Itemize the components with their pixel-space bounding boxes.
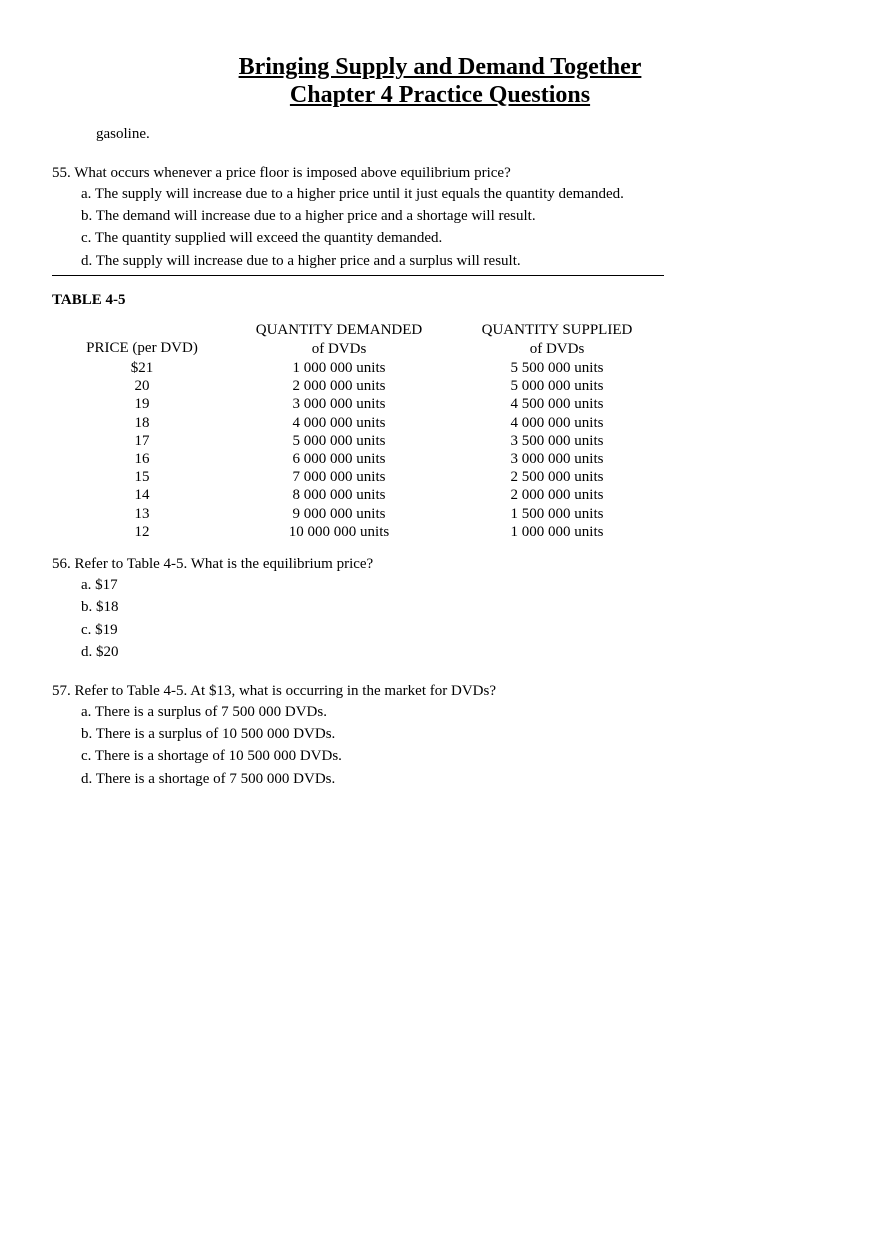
page-subtitle: Chapter 4 Practice Questions [289,82,591,108]
table-cell-demand: 9 000 000 units [292,505,386,522]
table-header-demand: QUANTITY DEMANDED [255,322,423,338]
table-header-price: PRICE (per DVD) [86,340,198,356]
table-cell-demand: 8 000 000 units [292,487,386,504]
table-cell-price: 17 [134,432,150,449]
table-cell-supply: 1 000 000 units [510,523,604,540]
table-header-supply-sub: of DVDs [529,341,585,357]
table-cell-supply: 4 000 000 units [510,414,604,431]
table-label: TABLE 4-5 [52,292,126,308]
question-56-option-d: d. $20 [81,644,119,660]
question-57: 57. Refer to Table 4-5. At $13, what is occurring in the market for DVDs? [52,683,496,699]
table-cell-price: 12 [134,523,150,540]
table-cell-supply: 5 500 000 units [510,360,604,376]
question-57-option-c: c. There is a shortage of 10 500 000 DVDs. [81,748,342,764]
question-57-option-a: a. There is a surplus of 7 500 000 DVDs. [81,704,327,720]
table-cell-demand: 7 000 000 units [292,469,386,486]
page-title: Bringing Supply and Demand Together [238,54,642,80]
question-56-option-b: b. $18 [81,599,119,615]
table-header-supply: QUANTITY SUPPLIED [481,322,633,338]
question-55: 55. What occurs whenever a price floor is imposed above equilibrium price? [52,165,511,181]
question-56-option-a: a. $17 [81,577,118,593]
table-cell-supply: 3 500 000 units [510,432,604,449]
table-cell-demand: 6 000 000 units [292,451,386,467]
table-cell-price: 20 [134,378,150,395]
table-cell-price: $21 [130,360,154,376]
table-cell-demand: 3 000 000 units [292,396,386,413]
table-cell-supply: 4 500 000 units [510,396,604,413]
question-56: 56. Refer to Table 4-5. What is the equilibrium price? [52,556,374,572]
table-cell-demand: 4 000 000 units [292,414,386,431]
question-57-option-d: d. There is a shortage of 7 500 000 DVDs. [81,771,336,787]
question-55-option-d: d. The supply will increase due to a higher price and a surplus will result. [81,253,521,269]
continuation-text: gasoline. [96,126,150,142]
table-header-demand-sub: of DVDs [311,341,367,357]
table-cell-price: 19 [134,396,150,413]
table-cell-demand: 5 000 000 units [292,432,386,449]
table-cell-supply: 2 000 000 units [510,487,604,504]
question-57-option-b: b. There is a surplus of 10 500 000 DVDs. [81,726,336,742]
question-55-option-b: b. The demand will increase due to a higher price and a shortage will result. [81,208,536,224]
question-55-option-a: a. The supply will increase due to a higher price until it just equals the quantity demanded. [81,186,624,202]
table-cell-demand: 10 000 000 units [288,523,390,540]
table-cell-price: 16 [134,451,150,467]
table-cell-price: 14 [134,487,150,504]
table-cell-demand: 2 000 000 units [292,378,386,395]
table-cell-supply: 5 000 000 units [510,378,604,395]
table-cell-supply: 1 500 000 units [510,505,604,522]
table-cell-price: 13 [134,505,150,522]
table-cell-supply: 2 500 000 units [510,469,604,486]
section-divider [52,275,664,276]
table-cell-price: 18 [134,414,150,431]
table-cell-supply: 3 000 000 units [510,451,604,467]
question-55-option-c: c. The quantity supplied will exceed the quantity demanded. [81,230,443,246]
table-cell-price: 15 [134,469,150,486]
question-56-option-c: c. $19 [81,622,118,638]
table-cell-demand: 1 000 000 units [292,360,386,376]
